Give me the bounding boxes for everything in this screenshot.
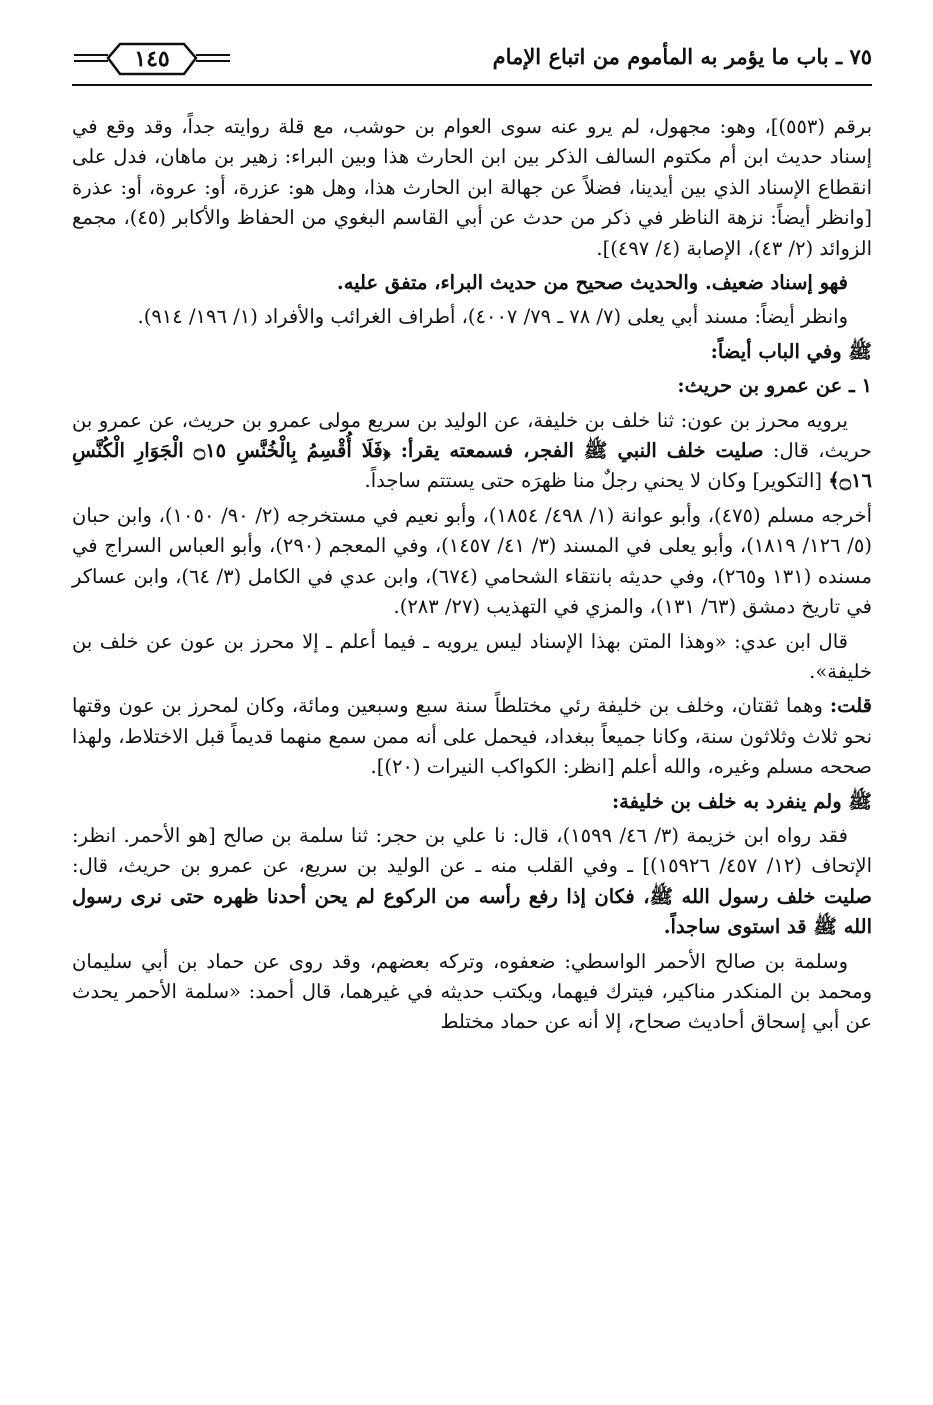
- page-header: [72, 40, 872, 84]
- paragraph-takhrij: أخرجه مسلم (٤٧٥)، وأبو عوانة (١/ ٤٩٨/ ١٨٥٤)، وأبو نعيم في مستخرجه (٢/ ٩٠/ ١٠٥٠)، وابن حبان (٥/ ١٢٦/ ١٨١٩)، وأبو يعلى في المسند (٣/ ٤١/ ١٤٥٧)، وفي المعجم (٢٩٠)، وأبو العباس السراج في مسنده (١٣١ و٢٦٥)، وفي حديثه بانتقاء الشحامي (٦٧٤)، وابن عدي في الكامل (٣/ ٦٤)، وابن عساكر في تاريخ دمشق (٦٣/ ١٣١)، والمزي في التهذيب (٢٧/ ٢٨٣).: [72, 503, 872, 619]
- chapter-title: ٧٥ ـ باب ما يؤمر به المأموم من اتباع الإمام: [492, 44, 872, 69]
- subsection-heading: ١ ـ عن عمرو بن حريث:: [677, 374, 872, 398]
- page-number: ١٤٥: [134, 46, 170, 72]
- quran-verse: ﴿فَلَا أُقْسِمُ بِالْخُنَّسِ ۝١٥ الْجَوَارِ الْكُنَّسِ ۝١٦﴾: [72, 439, 872, 493]
- paragraph-see-also: وانظر أيضاً: مسند أبي يعلى (٧/ ٧٨ ـ ٧٩/ ٤٠٠٧)، أطراف الغرائب والأفراد (١/ ١٩٦/ ٩١٤).: [137, 305, 848, 329]
- paragraph-salamah: وسلمة بن صالح الأحمر الواسطي: ضعفوه، وتركه بعضهم، وقد روى عن حماد بن أبي سليمان ومحمد بن المنكدر مناكير، فيترك فيهما، ويكتب حديثه في غيرهما، قال أحمد: «سلمة الأحمر يحدث عن أبي إسحاق أحاديث صحاح، إلا أنه عن حماد مختلط: [72, 949, 872, 1034]
- hadith-text-end: [التكوير] وكان لا يحني رجلٌ منا ظهرَه حتى يستتم ساجداً.: [364, 469, 829, 493]
- comment-label: قلت:: [829, 694, 872, 718]
- narration-text: صليت خلف رسول الله ﷺ، فكان إذا رفع رأسه من الركوع لم يحن أحدنا ظهره حتى نرى رسول الله ﷺ قد استوى ساجداً.: [72, 884, 872, 939]
- paragraph-hadith: [72, 406, 872, 497]
- paragraph-comment: [72, 691, 872, 782]
- section-heading-2: ﷺ ولم ينفرد به خلف بن خليفة:: [611, 789, 872, 813]
- paragraph-ibn-adi: قال ابن عدي: «وهذا المتن بهذا الإسناد ليس يرويه ـ فيما أعلم ـ إلا محرز بن عون عن خلف بن خليفة».: [72, 629, 872, 683]
- page-number-ornament: [72, 40, 232, 80]
- section-heading: ﷺ وفي الباب أيضاً:: [710, 339, 872, 363]
- paragraph-1: برقم (٥٥٣)]، وهو: مجهول، لم يرو عنه سوى العوام بن حوشب، مع قلة روايته جداً، وقد وقع في إسناد حديث ابن أم مكتوم السالف الذكر بين ابن الحارث هذا وبين البراء: زهير بن ماهان، فدل على انقطاع الإسناد الذي بين أيدينا، فضلاً عن جهالة ابن الحارث هذا، وهل هو: عزرة، أو: عروة، أو: عذرة [وانظر أيضاً: نزهة الناظر في ذكر من حدث عن أبي القاسم البغوي من الحفاظ والأكابر (٤٥)، مجمع الزوائد (٢/ ٤٣)، الإصابة (٤/ ٤٩٧)].: [72, 115, 872, 260]
- page-body: [72, 112, 872, 1042]
- hadith-text: صليت خلف النبي ﷺ الفجر، فسمعته يقرأ:: [390, 439, 764, 463]
- paragraph-ibn-khuzaymah: [72, 821, 872, 943]
- header-rule: [72, 84, 872, 86]
- hadith-chain: يرويه محرز بن عون: ثنا خلف بن خليفة، عن الوليد بن سريع مولى عمرو بن حريث، عن عمرو بن حريث، قال:: [72, 408, 872, 463]
- comment-text: وهما ثقتان، وخلف بن خليفة رئي مختلطاً سنة سبع وسبعين ومائة، وكان لمحرز بن عون وقتها نحو ثلاث وثلاثون سنة، وكانا جميعاً ببغداد، فيحمل على أنه ممن سمع منهما قديماً قبل الاختلاط، ولهذا صححه مسلم وغيره، والله أعلم [انظر: الكواكب النيرات (٢٠)].: [72, 694, 872, 779]
- narration-chain: فقد رواه ابن خزيمة (٣/ ٤٦/ ١٥٩٩)، قال: نا علي بن حجر: ثنا سلمة بن صالح [هو الأحمر. انظر: الإتحاف (١٢/ ٤٥٧/ ١٥٩٢٦)] ـ وفي القلب منه ـ عن الوليد بن سريع، عن عمرو بن حريث، قال:: [72, 823, 872, 878]
- paragraph-conclusion: فهو إسناد ضعيف. والحديث صحيح من حديث البراء، متفق عليه.: [336, 271, 848, 295]
